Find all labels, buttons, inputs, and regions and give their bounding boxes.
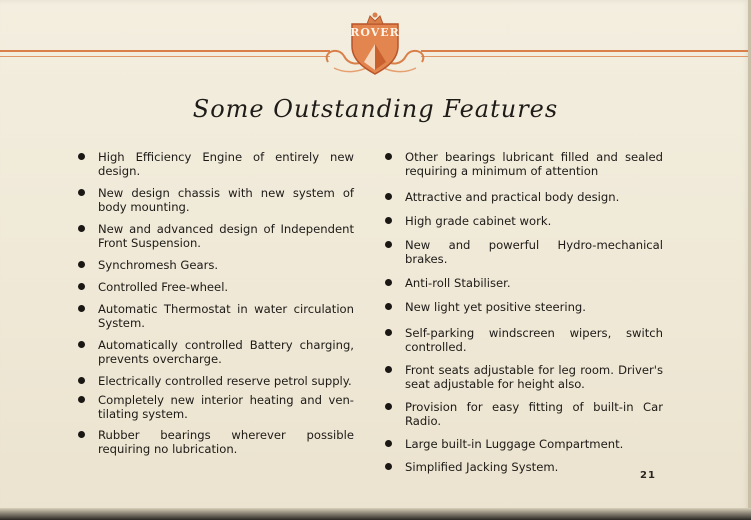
list-item: New and advanced design of Independent Front Suspension. [78, 222, 354, 250]
header-rule-left-top [0, 50, 330, 52]
list-item: High Efficiency Engine of entirely new design. [78, 150, 354, 178]
list-item: High grade cabinet work. [385, 214, 663, 228]
list-item: Large built-in Luggage Compartment. [385, 437, 663, 451]
list-item: Controlled Free-wheel. [78, 280, 354, 294]
list-item: Synchromesh Gears. [78, 258, 354, 272]
bullet-icon [385, 463, 392, 470]
bullet-icon [78, 283, 85, 290]
list-item: Automatic Thermostat in water circulation System. [78, 302, 354, 330]
bullet-icon [78, 305, 85, 312]
list-item: Rubber bearings wherever possible requiring no lubrication. [78, 428, 354, 456]
bullet-icon [385, 303, 392, 310]
header-rule-right-top [421, 50, 748, 52]
bullet-icon [78, 189, 85, 196]
rover-emblem-icon [320, 10, 430, 80]
emblem-wordmark: ROVER [350, 26, 400, 39]
list-item: Self-parking windscreen wipers, switch controlled. [385, 326, 663, 354]
list-item: Other bearings lubricant filled and sealed requiring a minimum of attention [385, 150, 663, 178]
bullet-icon [385, 366, 392, 373]
list-item: Simplified Jacking System. [385, 460, 663, 474]
list-item: Automatically controlled Battery charging, prevents overcharge. [78, 338, 354, 366]
list-item: Attractive and practical body design. [385, 190, 663, 204]
list-item: Front seats adjustable for leg room. Driver's seat adjustable for height also. [385, 363, 663, 391]
bullet-icon [78, 341, 85, 348]
list-item: Provision for easy fitting of built-in Car Radio. [385, 400, 663, 428]
header-rule-right-bottom [421, 56, 748, 57]
bullet-icon [385, 403, 392, 410]
list-item: Electrically controlled reserve petrol supply. [78, 374, 354, 388]
page-bottom-edge [0, 508, 751, 520]
bullet-icon [385, 217, 392, 224]
bullet-icon [385, 440, 392, 447]
bullet-icon [78, 153, 85, 160]
bullet-icon [78, 396, 85, 403]
list-item: Completely new interior heating and ven-tilating system. [78, 393, 354, 421]
header-rule-left-bottom [0, 56, 330, 57]
bullet-icon [385, 329, 392, 336]
list-item: New and powerful Hydro-mechanical brakes. [385, 238, 663, 266]
bullet-icon [385, 193, 392, 200]
list-item: New light yet positive steering. [385, 300, 663, 314]
bullet-icon [385, 241, 392, 248]
bullet-icon [78, 225, 85, 232]
bullet-icon [78, 431, 85, 438]
list-item: Anti-roll Stabiliser. [385, 276, 663, 290]
features-list-left [78, 150, 354, 456]
features-list-right [385, 150, 663, 474]
bullet-icon [385, 279, 392, 286]
page-title: Some Outstanding Features [192, 95, 559, 123]
page-number: 21 [640, 470, 656, 481]
bullet-icon [78, 377, 85, 384]
bullet-icon [78, 261, 85, 268]
list-item: New design chassis with new system of body mounting. [78, 186, 354, 214]
bullet-icon [385, 153, 392, 160]
